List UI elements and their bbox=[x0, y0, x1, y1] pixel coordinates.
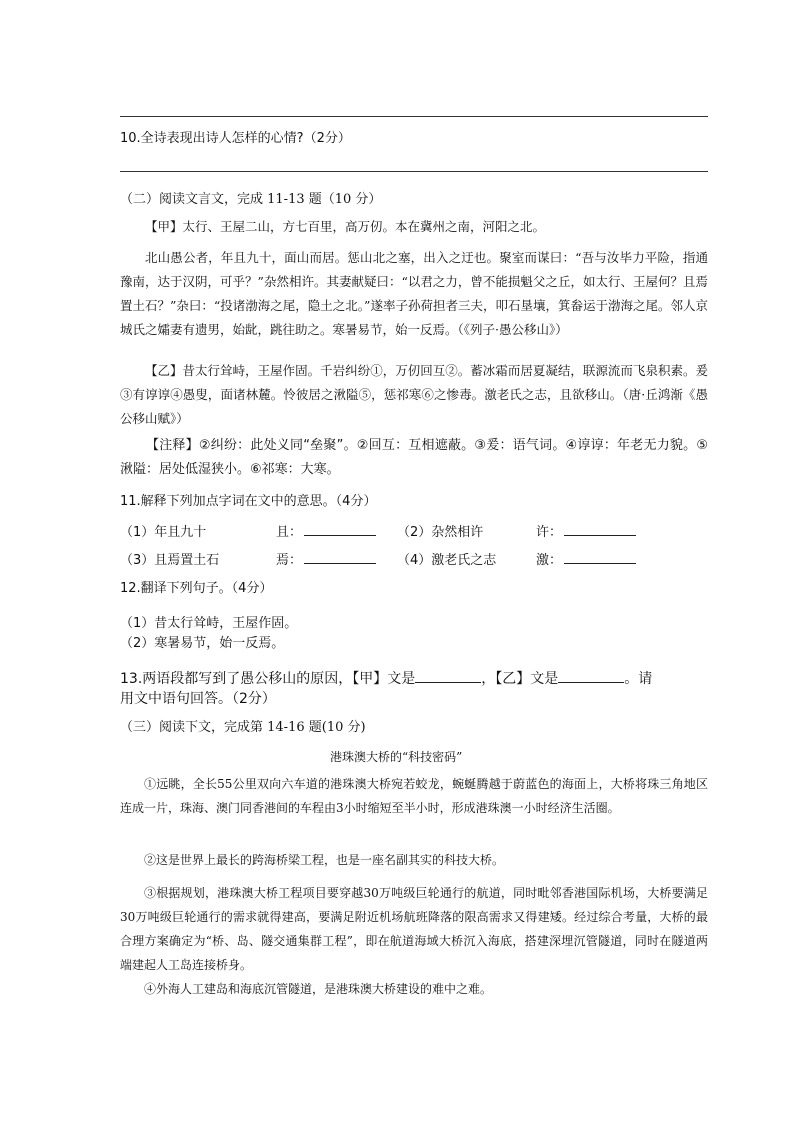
q11-item-3: （3）且焉置土石 bbox=[120, 553, 220, 568]
annotation-note: 【注释】②纠纷：此处义同“垒聚”。②回互：互相遮蔽。③爰：语气词。④谆谆：年老无力貌。⑤湫隘：居处低湿狭小。⑥祁寒：大寒。 bbox=[120, 438, 708, 477]
article-title: 港珠澳大桥的“科技密码” bbox=[330, 750, 463, 764]
question-13-line-2: 用文中语句回答。（2分） bbox=[120, 691, 276, 707]
answer-line-10 bbox=[120, 171, 708, 172]
answer-blank[interactable] bbox=[304, 522, 376, 536]
answer-blank[interactable] bbox=[304, 550, 376, 564]
q11-item-2-answer[interactable] bbox=[536, 521, 636, 540]
q11-item-4-answer[interactable] bbox=[536, 549, 636, 568]
passage-jia-intro: 【甲】太行、王屋二山，方七百里，高万仞。本在冀州之南，河阳之北。 bbox=[145, 219, 546, 234]
passage-jia-body: 北山愚公者，年且九十，面山而居。惩山北之塞，出入之迂也。聚室而谋曰：“吾与汝毕力平险，指通豫南，达于汉阴，可乎？”杂然相许。其妻献疑曰：“以君之力，曾不能损魁父之丘，如太行、王屋何？且焉置土石？”杂曰：“投诸渤海之尾，隐土之北。”遂率子孙荷担者三夫，叩石垦壤，箕畚运于渤海之尾。邻人京城氏之孀妻有遗男，始龀，跳往助之。寒暑易节，始一反焉。（《列子·愚公移山》） bbox=[120, 250, 708, 337]
q11-item-1-answer[interactable] bbox=[276, 521, 376, 540]
q12-sentence-2: （2）寒暑易节，始一反焉。 bbox=[120, 636, 285, 651]
question-10: 10.全诗表现出诗人怎样的心情?（2分） bbox=[120, 131, 351, 146]
section-3-heading: （三）阅读下文，完成第 14-16 题(10 分) bbox=[120, 720, 366, 735]
question-11-title: 11.解释下列加点字词在文中的意思。（4分） bbox=[120, 494, 377, 509]
article-paragraph-1: ①远眺，全长55公里双向六车道的港珠澳大桥宛若蛟龙，蜿蜒腾越于蔚蓝色的海面上，大桥将珠三角地区连成一片，珠海、澳门同香港间的车程由3小时缩短至半小时，形成港珠澳一小时经济生活圈。 bbox=[120, 777, 708, 815]
question-12-title: 12.翻译下列句子。（4分） bbox=[120, 581, 273, 596]
answer-blank[interactable] bbox=[564, 522, 636, 536]
q11-item-4: （4）激老氏之志 bbox=[397, 553, 497, 568]
q13-part-2: ，【乙】文是 bbox=[481, 671, 559, 687]
top-divider bbox=[120, 116, 708, 117]
article-paragraph-3: ③根据规划，港珠澳大桥工程项目要穿越30万吨级巨轮通行的航道，同时毗邻香港国际机场，大桥要满足30万吨级巨轮通行的需求就得建高，要满足附近机场航班降落的限高需求又得建矮。经过综合考量，大桥的最合理方案确定为“桥、岛、隧交通集群工程”，即在航道海域大桥沉入海底，搭建深埋沉管隧道，同时在隧道两端建起人工岛连接桥身。 bbox=[120, 886, 708, 972]
q12-sentence-1: （1）昔太行耸峙，王屋作固。 bbox=[120, 616, 298, 631]
article-paragraph-4: ④外海人工建岛和海底沉管隧道，是港珠澳大桥建设的难中之难。 bbox=[144, 982, 493, 996]
q11-item-2-key: 许： bbox=[536, 525, 563, 540]
q13-part-1: 13.两语段都写到了愚公移山的原因，【甲】文是 bbox=[120, 671, 416, 687]
q11-item-3-key: 焉： bbox=[276, 553, 303, 568]
passage-yi: 【乙】昔太行耸峙，王屋作固。千岩纠纷①，万仞回互②。蓄冰霜而居夏凝结，联源流而飞泉积素。爰③有谆谆④愚叟，面诸林麓。怜彼居之湫隘⑤，惩祁寒⑥之惨毒。激老氏之志，且欲移山。（唐·丘鸿渐《愚公移山赋》） bbox=[120, 363, 708, 426]
answer-blank[interactable] bbox=[564, 550, 636, 564]
q11-item-1: （1）年且九十 bbox=[120, 525, 207, 540]
q13-blank-yi[interactable] bbox=[558, 669, 624, 683]
q11-item-2: （2）杂然相许 bbox=[397, 525, 484, 540]
q11-item-3-answer[interactable] bbox=[276, 549, 376, 568]
q11-item-4-key: 激： bbox=[536, 553, 563, 568]
q13-blank-jia[interactable] bbox=[415, 669, 481, 683]
section-2-heading: （二）阅读文言文，完成 11-13 题（10 分） bbox=[120, 192, 382, 207]
q11-item-1-key: 且： bbox=[276, 525, 303, 540]
article-paragraph-2: ②这是世界上最长的跨海桥梁工程，也是一座名副其实的科技大桥。 bbox=[144, 853, 505, 867]
q13-part-3: 。请 bbox=[624, 671, 653, 687]
question-13 bbox=[120, 668, 652, 688]
